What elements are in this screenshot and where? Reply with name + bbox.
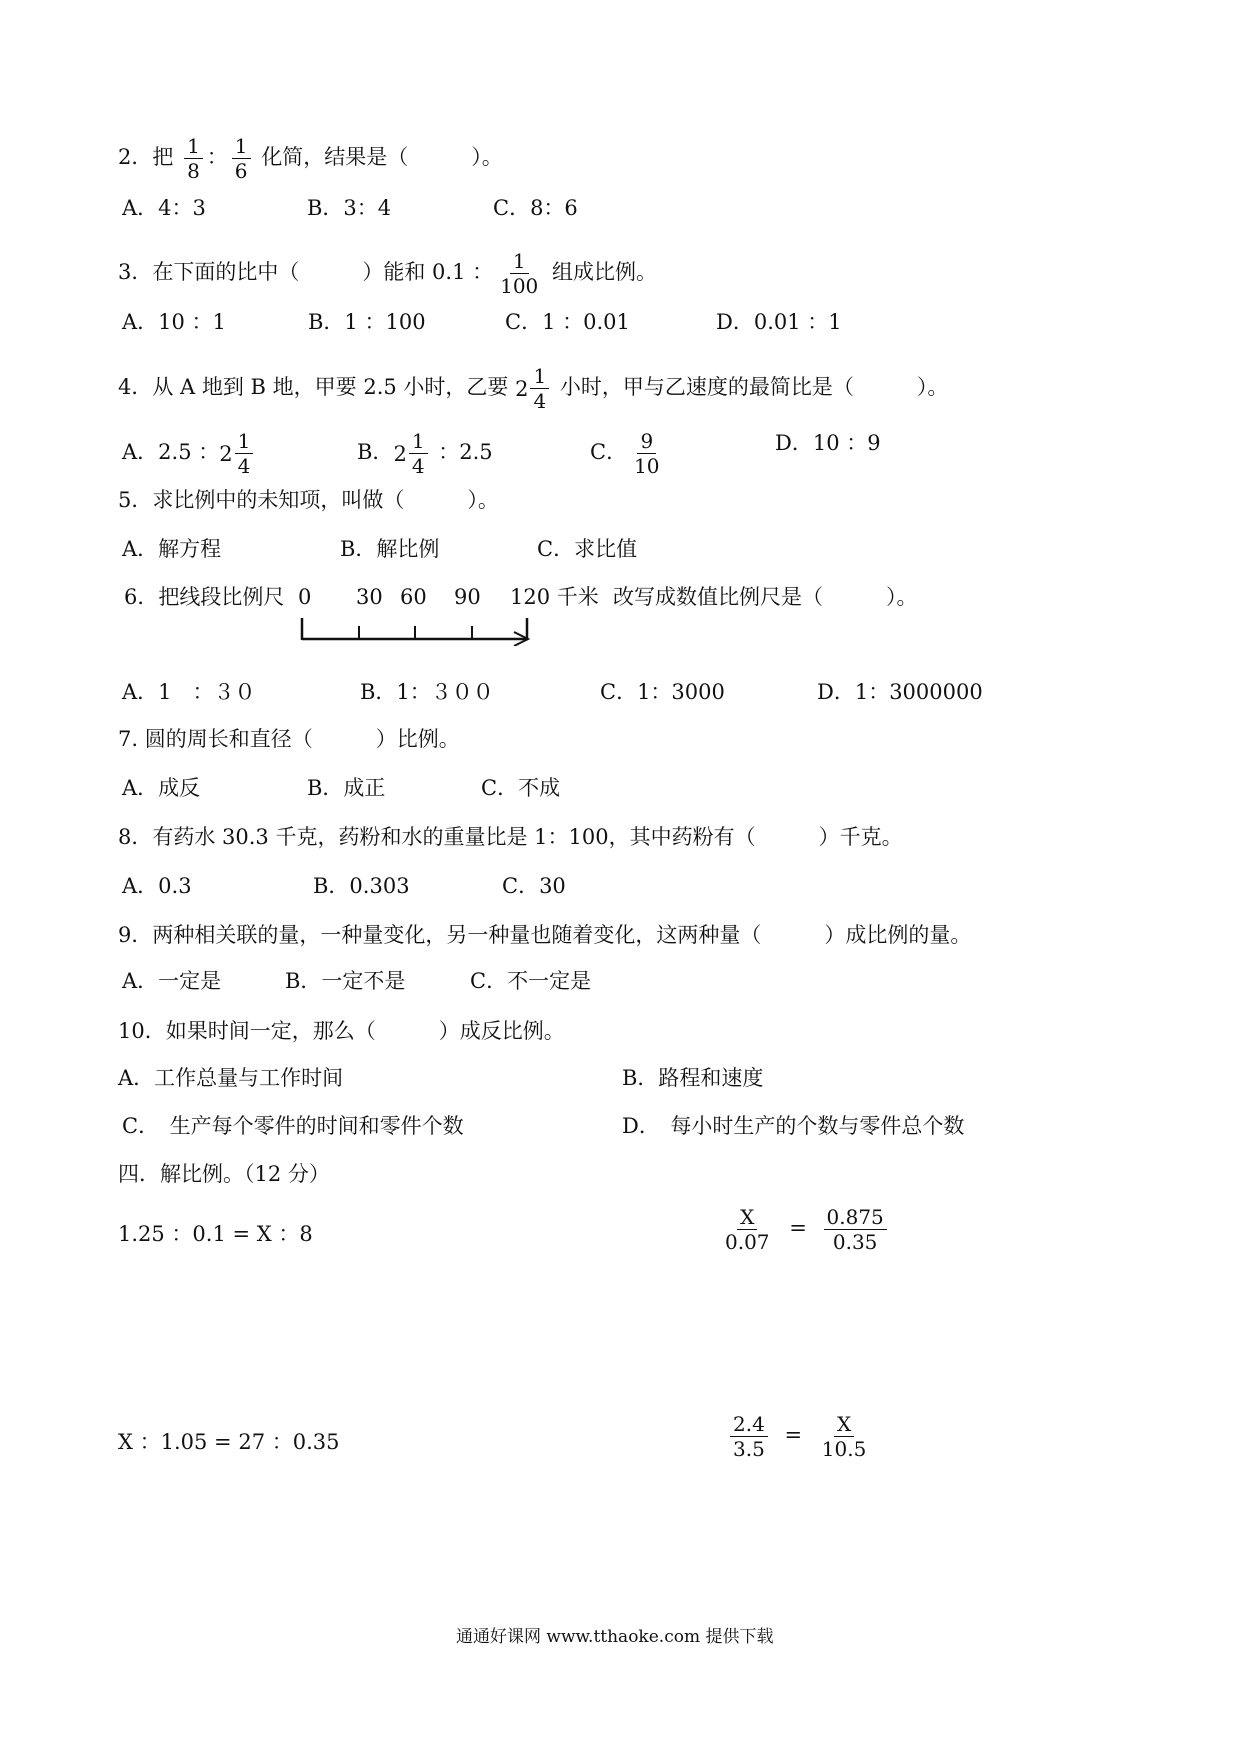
q4-tail: 小时，甲与乙速度的最简比是（ ）。 (559, 375, 949, 399)
q7-option-b: B．成正 (307, 776, 386, 800)
q7-option-a: A．成反 (122, 776, 201, 800)
q2-colon: ： (206, 145, 228, 169)
scale-label-30: 30 (356, 585, 383, 609)
q4-option-c: C． $\frac{9}{10}$ (590, 429, 660, 478)
q3-option-d: D．0.01 ：1 (716, 310, 842, 334)
question-3 (118, 250, 657, 297)
scale-label-0: 0 (298, 585, 312, 609)
q10-option-c: C． 生产每个零件的时间和零件个数 (122, 1114, 464, 1138)
question-10: 10．如果时间一定，那么（ ）成反比例。 (118, 1019, 565, 1043)
q4-option-b: B． 2 $\frac{1}{4}$ ：2.5 (357, 429, 493, 478)
q3-tail: 组成比例。 (551, 260, 657, 284)
question-6-tail: 改写成数值比例尺是（ ）。 (613, 585, 918, 609)
question-4 (118, 365, 948, 412)
q2-lead: 2．把 (118, 145, 174, 169)
scale-label-90: 90 (454, 585, 481, 609)
q9-option-a: A．一定是 (122, 969, 222, 993)
question-5: 5．求比例中的未知项，叫做（ ）。 (118, 488, 499, 512)
q8-option-b: B．0.303 (313, 874, 410, 898)
equation-4: $\frac{2.4}{3.5}$ = $\frac{X}{10.5}$ (726, 1413, 873, 1460)
q4-lead: 4．从 A 地到 B 地，甲要 2.5 小时，乙要 (118, 375, 509, 399)
q3-option-a: A．10 ：1 (122, 310, 226, 334)
section-4-title: 四．解比例。（12 分） (118, 1162, 330, 1186)
q7-option-c: C．不成 (481, 776, 561, 800)
q6-option-b: B．1：３００ (360, 680, 494, 704)
scale-label-60: 60 (400, 585, 427, 609)
q3-lead: 3．在下面的比中（ ）能和 0.1 ： (118, 260, 494, 284)
question-6-lead: 6．把线段比例尺 (124, 585, 285, 609)
q10-option-b: B．路程和速度 (622, 1066, 764, 1090)
q5-option-b: B．解比例 (340, 537, 440, 561)
q6-option-a: A．1 ：３０ (122, 680, 256, 704)
equation-3: X ：1.05 = 27 ：0.35 (118, 1430, 340, 1454)
eq2-right-fraction: $\frac{0.875}{0.35}$ (824, 1206, 887, 1253)
q2-fraction-2: $\frac{1}{6}$ (232, 135, 251, 182)
q2-fraction-1: $\frac{1}{8}$ (184, 135, 203, 182)
line-scale-diagram (300, 612, 540, 646)
question-8: 8．有药水 30.3 千克，药粉和水的重量比是 1：100，其中药粉有（ ）千克。 (118, 825, 903, 849)
q3-option-b: B．1 ：100 (308, 310, 426, 334)
q9-option-c: C．不一定是 (470, 969, 592, 993)
equation-2: $\frac{X}{0.07}$ = $\frac{0.875}{0.35}$ (718, 1206, 891, 1253)
q2-option-c: C．8：6 (493, 196, 578, 220)
q6-option-d: D．1：3000000 (817, 680, 983, 704)
q2-tail: 化简，结果是（ ）。 (261, 145, 503, 169)
page-footer: 通通好课网 www.tthaoke.com 提供下载 (456, 1627, 774, 1647)
eq2-left-fraction: $\frac{X}{0.07}$ (725, 1205, 770, 1254)
q3-fraction: $\frac{1}{100}$ (500, 249, 539, 298)
q4-option-d: D．10 ：9 (775, 431, 881, 455)
q5-option-a: A．解方程 (122, 537, 222, 561)
q3-option-c: C．1 ：0.01 (505, 310, 630, 334)
q8-option-c: C．30 (502, 874, 566, 898)
q4-option-a: A．2.5 ： 2 $\frac{1}{4}$ (122, 430, 257, 477)
q8-option-a: A．0.3 (122, 874, 192, 898)
q10-option-d: D． 每小时生产的个数与零件总个数 (622, 1114, 965, 1138)
question-9: 9．两种相关联的量，一种量变化，另一种量也随着变化，这两种量（ ）成比例的量。 (118, 923, 972, 947)
question-7: 7. 圆的周长和直径（ ）比例。 (118, 727, 460, 751)
eq4-left-fraction: $\frac{2.4}{3.5}$ (730, 1413, 768, 1460)
q6-option-c: C．1：3000 (600, 680, 725, 704)
q10-option-a: A．工作总量与工作时间 (118, 1066, 344, 1090)
equation-1: 1.25 ：0.1 = X ：8 (118, 1222, 313, 1246)
question-2 (118, 135, 503, 182)
q9-option-b: B．一定不是 (285, 969, 406, 993)
scale-label-120: 120 千米 (510, 585, 599, 609)
q4-mixed-number: 2 $\frac{1}{4}$ (515, 365, 553, 412)
q2-option-b: B．3：4 (307, 196, 392, 220)
q5-option-c: C．求比值 (537, 537, 638, 561)
eq4-right-fraction: $\frac{X}{10.5}$ (821, 1412, 867, 1461)
q2-option-a: A．4：3 (122, 196, 206, 220)
